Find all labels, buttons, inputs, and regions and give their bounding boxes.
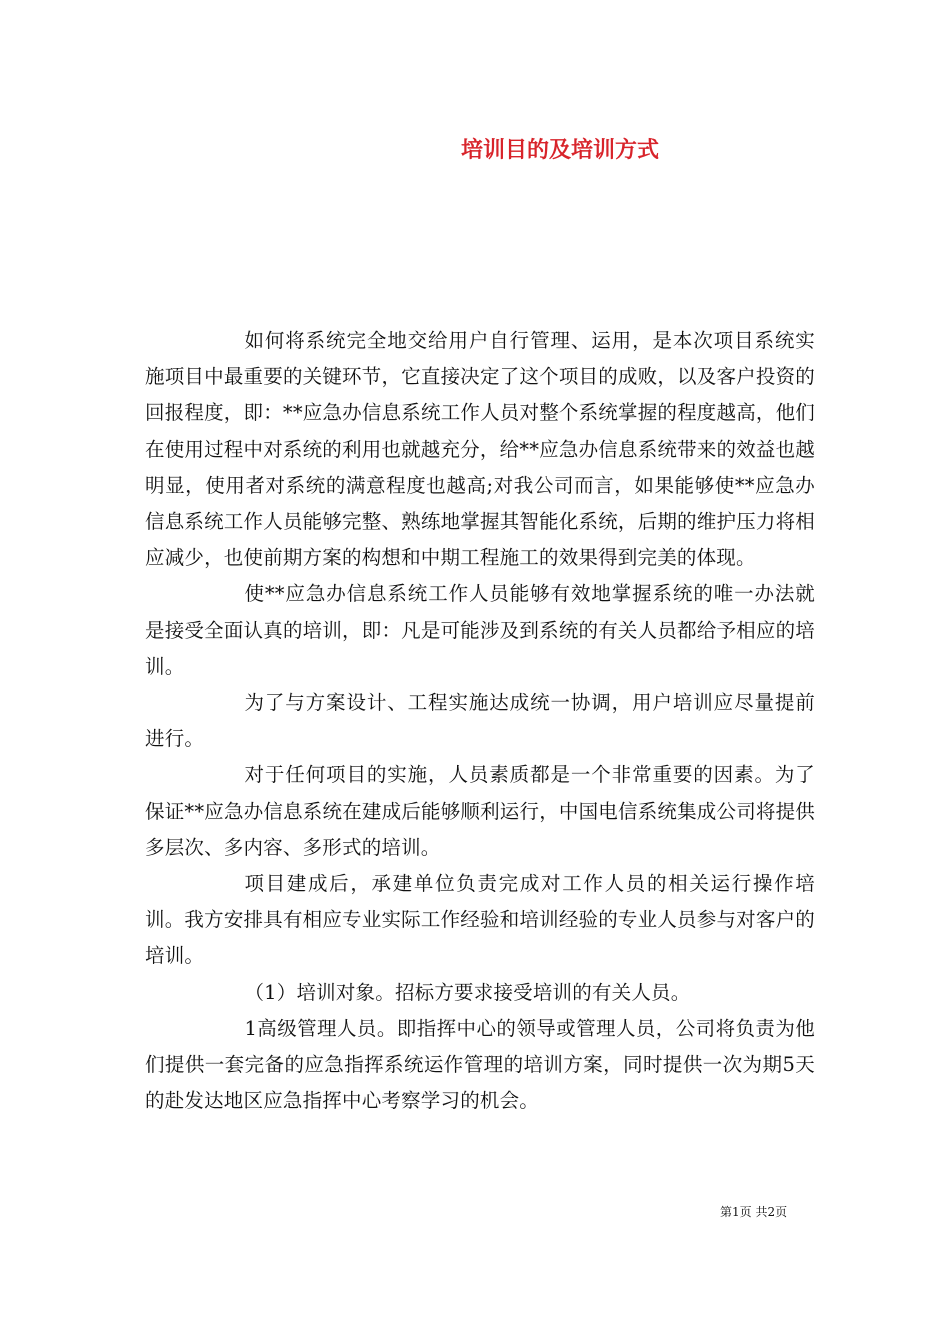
document-body [145,323,815,1119]
paragraph-1: 如何将系统完全地交给用户自行管理、运用，是本次项目系统实施项目中最重要的关键环节，它直接决定了这个项目的成败，以及客户投资的回报程度，即：**应急办信息系统工作人员对整个系统掌握的程度越高，他们在使用过程中对系统的利用也就越充分，给**应急办信息系统带来的效益也越明显，使用者对系统的满意程度也越高;对我公司而言，如果能够使**应急办信息系统工作人员能够完整、熟练地掌握其智能化系统，后期的维护压力将相应减少，也使前期方案的构想和中期工程施工的效果得到完美的体现。 [145,329,816,570]
paragraph-2: 使**应急办信息系统工作人员能够有效地掌握系统的唯一办法就是接受全面认真的培训，即：凡是可能涉及到系统的有关人员都给予相应的培训。 [145,582,815,678]
page-number-footer: 第1页 共2页 [720,1205,788,1219]
paragraph-5: 项目建成后，承建单位负责完成对工作人员的相关运行操作培训。我方安排具有相应专业实际工作经验和培训经验的专业人员参与对客户的培训。 [145,872,815,968]
paragraph-6: （1）培训对象。招标方要求接受培训的有关人员。 [244,980,691,1004]
paragraph-7: 1高级管理人员。即指挥中心的领导或管理人员，公司将负责为他们提供一套完备的应急指挥系统运作管理的培训方案，同时提供一次为期5天的赴发达地区应急指挥中心考察学习的机会。 [145,1016,815,1113]
document-title: 培训目的及培训方式 [460,137,659,163]
paragraph-4: 对于任何项目的实施，人员素质都是一个非常重要的因素。为了保证**应急办信息系统在建成后能够顺利运行，中国电信系统集成公司将提供多层次、多内容、多形式的培训。 [145,763,816,859]
paragraph-3: 为了与方案设计、工程实施达成统一协调，用户培训应尽量提前进行。 [145,691,815,751]
